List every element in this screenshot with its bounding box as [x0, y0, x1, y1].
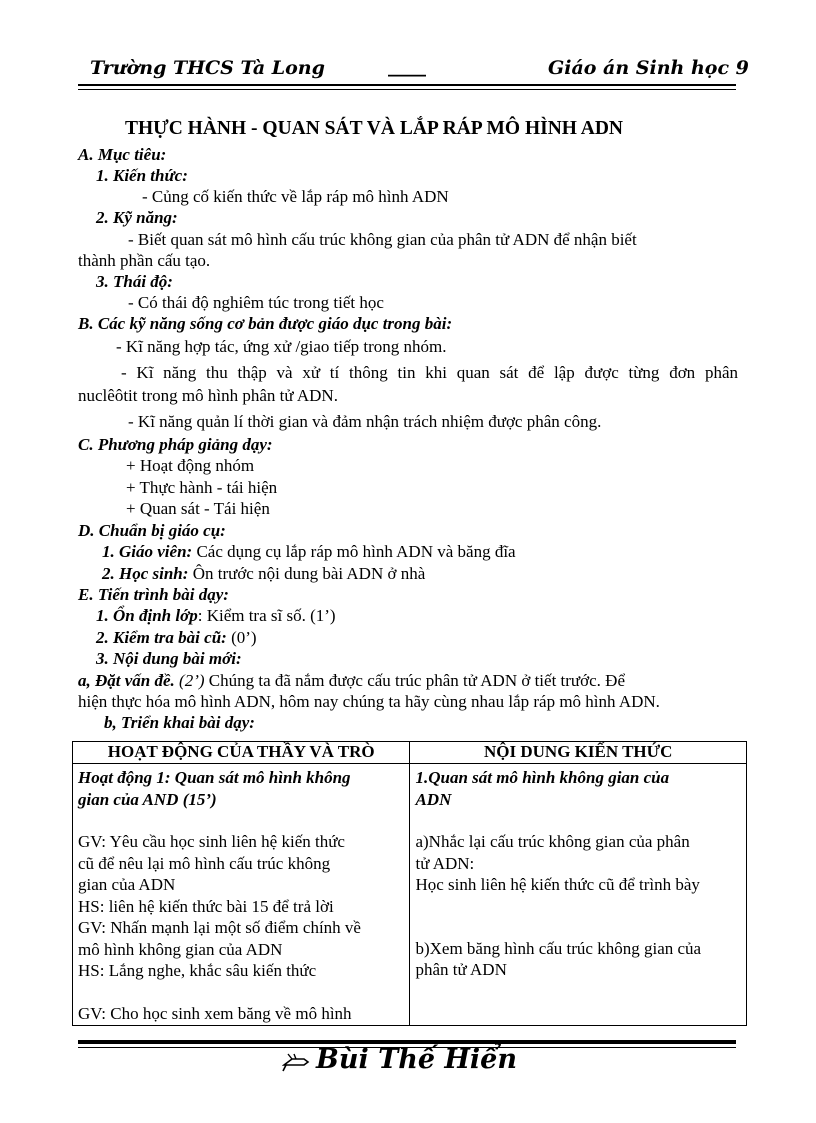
spacer	[78, 810, 404, 831]
activity-line: GV: Cho học sinh xem băng về mô hình	[78, 1003, 352, 1023]
attitude-heading: 3. Thái độ:	[96, 272, 173, 291]
knowledge-heading: 1. Kiến thức:	[96, 166, 188, 185]
activity-line: HS: liên hệ kiến thức bài 15 để trả lời	[78, 896, 334, 916]
content-line: b)Xem băng hình cấu trúc không gian của	[415, 938, 702, 958]
intro-text-1: Chúng ta đã nắm được cấu trúc phân tử ADN ở tiết trước. Để	[204, 671, 626, 690]
table-row	[73, 764, 747, 1026]
spacer	[415, 810, 741, 831]
activity-line: HS: Lắng nghe, khắc sâu kiến thức	[78, 961, 317, 980]
new-lesson-heading: 3. Nội dung bài mới:	[96, 649, 242, 668]
content-line: Học sinh liên hệ kiến thức cũ để trình bày	[415, 875, 700, 894]
teacher-label: 1. Giáo viên:	[102, 542, 193, 561]
student-label: 2. Học sinh:	[102, 564, 189, 583]
activity-line: cũ để nêu lại mô hình cấu trúc không	[78, 853, 331, 873]
section-a-heading: A. Mục tiêu:	[78, 145, 167, 164]
intro-line-1	[78, 671, 625, 691]
activity-line: GV: Yêu cầu học sinh liên hệ kiến thức	[78, 832, 345, 851]
content-title-1: 1.Quan sát mô hình không gian của	[415, 768, 670, 787]
lesson-deploy-heading: b, Triển khai bài dạy:	[104, 713, 255, 732]
content-line: tử ADN:	[415, 853, 475, 873]
header-divider: ____	[388, 55, 426, 77]
activity-line: mô hình không gian của ADN	[78, 939, 283, 959]
method-item: + Thực hành - tái hiện	[126, 478, 278, 497]
header-school: Trường THCS Tà Long	[90, 57, 325, 79]
activities-cell	[73, 764, 410, 1026]
student-text: Ôn trước nội dung bài ADN ở nhà	[188, 564, 426, 583]
content-line: phân tử ADN	[415, 960, 507, 979]
skills-text-2: thành phần cấu tạo.	[78, 251, 211, 270]
header-rule-thin	[78, 89, 736, 90]
section-c-heading: C. Phương pháp giảng dạy:	[78, 435, 273, 454]
intro-label: a, Đặt vấn đề.	[78, 671, 175, 690]
skills-text-1: - Biết quan sát mô hình cấu trúc không gian của phân tử ADN để nhận biết	[128, 230, 637, 249]
teacher-text: Các dụng cụ lắp ráp mô hình ADN và băng đĩa	[192, 542, 516, 561]
attitude-text: - Có thái độ nghiêm túc trong tiết học	[128, 293, 384, 312]
skills-heading: 2. Kỹ năng:	[96, 208, 178, 227]
header-subject: Giáo án Sinh học 9	[548, 57, 749, 79]
life-skill-1: - Kĩ năng hợp tác, ứng xử /giao tiếp trong nhóm.	[116, 337, 447, 356]
teacher-prep	[102, 542, 516, 562]
activity-line: gian của ADN	[78, 875, 176, 894]
old-lesson-label: 2. Kiểm tra bài cũ:	[96, 628, 227, 647]
class-stabilize-text: : Kiểm tra sĩ số. (1’)	[197, 606, 336, 625]
old-lesson-check	[96, 628, 257, 648]
content-line: a)Nhắc lại cấu trúc không gian của phân	[415, 832, 690, 851]
header-rule-thick	[78, 84, 736, 86]
page-title: THỰC HÀNH - QUAN SÁT VÀ LẮP RÁP MÔ HÌNH ADN	[125, 118, 624, 139]
section-b-heading: B. Các kỹ năng sống cơ bản được giáo dục trong bài:	[78, 314, 453, 333]
section-d-heading: D. Chuẩn bị giáo cụ:	[78, 521, 226, 540]
activity-title-2: gian của AND (15’)	[78, 789, 217, 809]
spacer	[78, 982, 404, 1003]
class-stabilize	[96, 606, 336, 626]
spacer	[415, 917, 741, 938]
life-skill-2a: - Kĩ năng thu thập và xử tí thông tin khi quan sát để lập được từng đơn phân	[121, 363, 738, 382]
method-item: + Quan sát - Tái hiện	[126, 499, 270, 518]
activity-title-1: Hoạt động 1: Quan sát mô hình không	[78, 768, 351, 787]
content-cell	[410, 764, 747, 1026]
life-skill-3: - Kĩ năng quản lí thời gian và đảm nhận trách nhiệm được phân công.	[128, 412, 602, 431]
footer-author: Bùi Thế Hiển	[316, 1044, 517, 1075]
section-e-heading: E. Tiến trình bài dạy:	[78, 585, 229, 604]
intro-time: (2’)	[174, 671, 205, 690]
old-lesson-text: (0’)	[226, 628, 257, 647]
writing-hand-icon	[282, 1051, 310, 1078]
content-title-2: ADN	[415, 789, 452, 809]
activity-line: GV: Nhấn mạnh lại một số điểm chính về	[78, 918, 361, 937]
knowledge-text: - Củng cố kiến thức về lắp ráp mô hình ADN	[142, 187, 449, 206]
student-prep	[102, 564, 425, 584]
col-content-header: NỘI DUNG KIẾN THỨC	[410, 742, 747, 764]
method-item: + Hoạt động nhóm	[126, 456, 255, 475]
lesson-table	[72, 741, 747, 1026]
table-header-row	[73, 742, 747, 764]
class-stabilize-label: 1. Ổn định lớp	[96, 606, 198, 625]
col-activities-header: HOẠT ĐỘNG CỦA THẦY VÀ TRÒ	[73, 742, 410, 764]
life-skill-2b: nuclêôtit trong mô hình phân tử ADN.	[78, 386, 338, 405]
spacer	[415, 896, 741, 917]
intro-line-2: hiện thực hóa mô hình ADN, hôm nay chúng ta hãy cùng nhau lắp ráp mô hình ADN.	[78, 692, 660, 711]
